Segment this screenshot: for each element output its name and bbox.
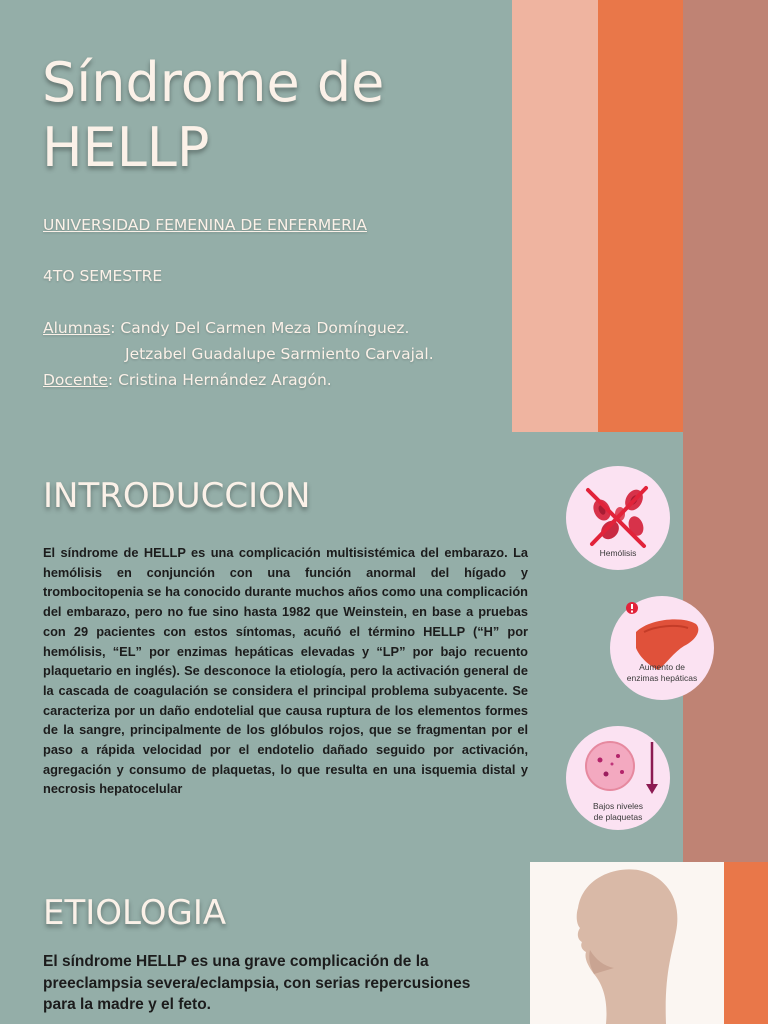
- decorative-stripe-mauve: [683, 0, 768, 862]
- hemolysis-label: Hemólisis: [599, 548, 637, 558]
- teacher-name: Cristina Hernández Aragón.: [118, 371, 332, 389]
- decorative-stripe-orange-bottom: [724, 862, 768, 1024]
- decorative-stripe-peach: [512, 0, 598, 432]
- intro-paragraph: El síndrome de HELLP es una complicación multisistémica del embarazo. La hemólisis en conjunción con una función anormal del hígado y trombocitopenia se ha conocido durante muchos años como una complicación del embarazo, pero no fue sino hasta 1982 que Weinstein, en base a pruebas con 29 pacientes con estos síntomas, acuñó el término HELLP (“H” por hemólisis, “EL” por enzimas hepáticas elevadas y “LP” por bajo recuento plaquetario en inglés). Se desconoce la etiología, pero la activación general de la cascada de coagulación se considera el principal problema subyacente. Se caracteriza por un daño endotelial que causa ruptura de los elementos formes de la sangre, principalmente de los glóbulos rojos, que se fragmentan por el paso a rápida velocidad por el endotelio dañado seguido por activación, agregación y consumo de plaquetas, lo que resulta en una isquemia distal y necrosis hepatocelular: [43, 545, 528, 797]
- title-line-1: Síndrome de: [42, 51, 385, 114]
- liver-icon: [610, 596, 714, 700]
- platelets-label: Bajos niveles de plaquetas: [592, 801, 644, 822]
- students-label: Alumnas: [43, 319, 111, 337]
- teacher-label: Docente: [43, 371, 108, 389]
- liver-enzymes-label: Aumento de enzimas hepáticas: [626, 662, 698, 683]
- woman-silhouette-image: [530, 862, 724, 1024]
- intro-heading: INTRODUCCION: [43, 476, 311, 516]
- students-line: Alumnas: Candy Del Carmen Meza Domínguez.: [43, 319, 410, 337]
- etiologia-paragraph: El síndrome HELLP es una grave complicación de la preeclampsia severa/eclampsia, con serias repercusiones para la madre y el feto.: [43, 953, 471, 1013]
- etiologia-heading: ETIOLOGIA: [43, 893, 227, 933]
- woman-profile-icon: [530, 862, 724, 1024]
- platelets-badge: [566, 726, 670, 830]
- semester: 4TO SEMESTRE: [43, 267, 163, 285]
- teacher-line: Docente: Cristina Hernández Aragón.: [43, 371, 332, 389]
- page-title: [42, 50, 384, 180]
- university-name: UNIVERSIDAD FEMENINA DE ENFERMERIA: [43, 216, 368, 234]
- decorative-stripe-orange: [598, 0, 683, 432]
- liver-enzymes-badge: [610, 596, 714, 700]
- student-1: Candy Del Carmen Meza Domínguez.: [120, 319, 410, 337]
- title-line-2: HELLP: [42, 116, 210, 179]
- student-2: Jetzabel Guadalupe Sarmiento Carvajal.: [125, 345, 434, 363]
- hemolysis-badge: [566, 466, 670, 570]
